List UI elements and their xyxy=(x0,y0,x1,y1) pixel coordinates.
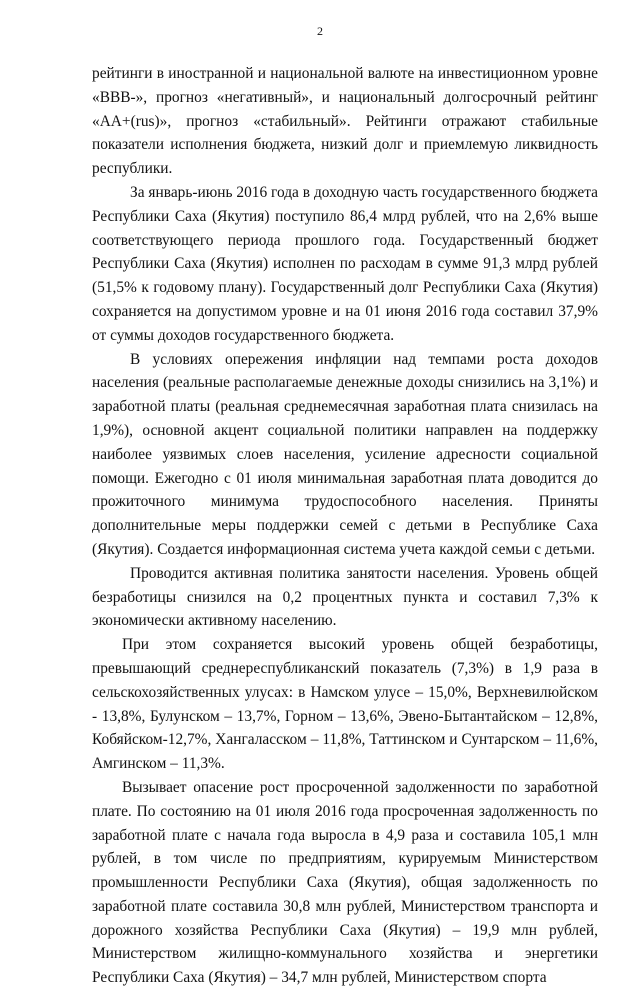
paragraph-social-policy: В условиях опережения инфляции над темпами роста доходов населения (реальные располагаемые денежные доходы снизились на 3,1%) и заработной платы (реальная среднемесячная заработная плата снизилась на 1,9%), основной акцент социальной политики направлен на поддержку наиболее уязвимых слоев населения, усиление адресности социальной помощи. Ежегодно с 01 июля минимальная заработная плата доводится до прожиточного минимума трудоспособного населения. Приняты дополнительные меры поддержки семей с детьми в Республике Саха (Якутия). Создается информационная система учета каждой семьи с детьми. xyxy=(92,350,598,558)
paragraph-credit-rating: рейтинги в иностранной и национальной валюте на инвестиционном уровне «BBB-», прогноз «негативный», и национальный долгосрочный рейтинг «AA+(rus)», прогноз «стабильный». Рейтинги отражают стабильные показатели исполнения бюджета, низкий долг и приемлемую ликвидность республики. xyxy=(92,65,598,178)
paragraph-employment-policy: Проводится активная политика занятости населения. Уровень общей безработицы снизился на 0,2 процентных пункта и составил 7,3% к экономически активному населению. xyxy=(92,564,598,630)
document-body xyxy=(92,62,598,990)
paragraph-unemployment-districts: При этом сохраняется высокий уровень общей безработицы, превышающий среднереспубликанский показатель (7,3%) в 1,9 раза в сельскохозяйственных улусах: в Намском улусе – 15,0%, Верхневилюйском - 13,8%, Булунском – 13,7%, Горном – 13,6%, Эвено-Бытантайском – 12,8%, Кобяйском-12,7%, Хангаласском – 11,8%, Таттинском и Сунтарском – 11,6%, Амгинском – 11,3%. xyxy=(92,636,598,773)
paragraph-budget-revenue: За январь-июнь 2016 года в доходную часть государственного бюджета Республики Саха (Якутия) поступило 86,4 млрд рублей, что на 2,6% выше соответствующего периода прошлого года. Государственный бюджет Республики Саха (Якутия) исполнен по расходам в сумме 91,3 млрд рублей (51,5% к годовому плану). Государственный долг Республики Саха (Якутия) сохраняется на допустимом уровне и на 01 июня 2016 года составил 37,9% от суммы доходов государственного бюджета. xyxy=(92,183,598,344)
paragraph-wage-arrears: Вызывает опасение рост просроченной задолженности по заработной плате. По состоянию на 01 июля 2016 года просроченная задолженность по заработной плате с начала года выросла в 4,9 раза и составила 105,1 млн рублей, в том числе по предприятиям, курируемым Министерством промышленности Республики Саха (Якутия), общая задолженность по заработной плате составила 30,8 млн рублей, Министерством транспорта и дорожного хозяйства Республики Саха (Якутия) – 19,9 млн рублей, Министерством жилищно-коммунального хозяйства и энергетики Республики Саха (Якутия) – 34,7 млн рублей, Министерством спорта xyxy=(92,778,598,987)
page-number: 2 xyxy=(317,24,323,38)
